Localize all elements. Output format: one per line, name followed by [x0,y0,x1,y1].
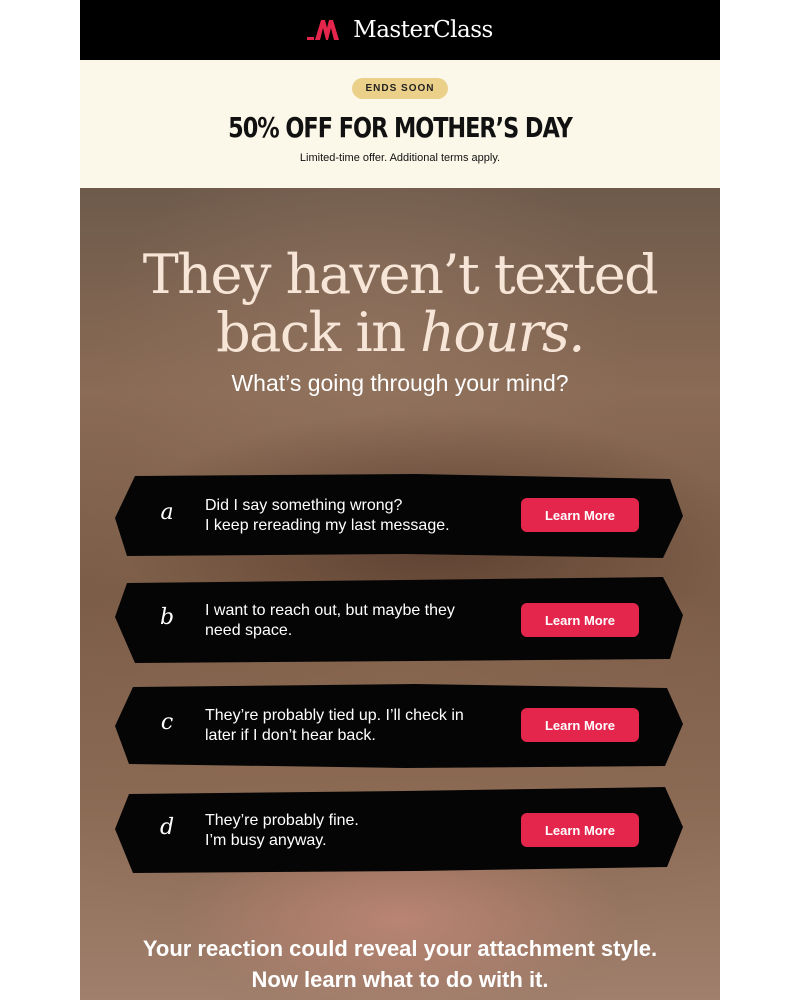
headline-line-2-prefix: back in [216,301,421,364]
closing-line-2: Now learn what to do with it. [251,967,549,992]
option-letter: d [159,815,175,840]
hero-subheadline: What’s going through your mind? [231,370,569,396]
promo-terms: Limited-time offer. Additional terms apply. [299,152,501,164]
option-text [205,601,505,641]
option-text-line-2: I keep rereading my last message. [205,517,450,534]
learn-more-button-a[interactable]: Learn More [521,498,639,532]
masterclass-m-icon [307,18,343,42]
email-container [80,0,720,1000]
option-text-line-1: They’re probably tied up. I’ll check in [205,707,464,724]
option-text-line-1: They’re probably fine. [205,812,359,829]
promo-banner [80,60,720,188]
learn-more-button-b[interactable]: Learn More [521,603,639,637]
option-text-line-2: need space. [205,622,293,639]
promo-title: 50% OFF FOR MOTHER’S DAY [228,111,572,144]
headline-line-1: They haven’t texted [142,243,658,306]
closing-line-1: Your reaction could reveal your attachment style. [142,936,658,961]
closing-message [80,933,720,995]
option-letter: b [159,605,175,630]
option-card-a[interactable] [115,472,685,558]
option-card-c[interactable] [115,682,685,768]
option-letter: a [160,500,174,525]
option-text [205,811,505,851]
option-text [205,496,505,536]
hero-headline [80,243,720,364]
option-text-line-1: I want to reach out, but maybe they [205,602,455,619]
option-card-b[interactable] [115,577,685,663]
option-card-d[interactable] [115,787,685,873]
option-text [205,706,505,746]
option-text-line-2: I’m busy anyway. [205,832,327,849]
headline-emphasis: hours. [420,301,584,364]
hero-section [80,188,720,1000]
headline-line-2 [80,301,720,364]
option-text-line-1: Did I say something wrong? [205,497,403,514]
option-text-line-2: later if I don’t hear back. [205,727,376,744]
ends-soon-badge: ENDS SOON [352,78,447,99]
learn-more-button-c[interactable]: Learn More [521,708,639,742]
header-bar [80,0,720,60]
option-letter: c [160,710,174,735]
masterclass-logo[interactable] [307,17,493,43]
learn-more-button-d[interactable]: Learn More [521,813,639,847]
brand-name: MasterClass [353,17,493,43]
